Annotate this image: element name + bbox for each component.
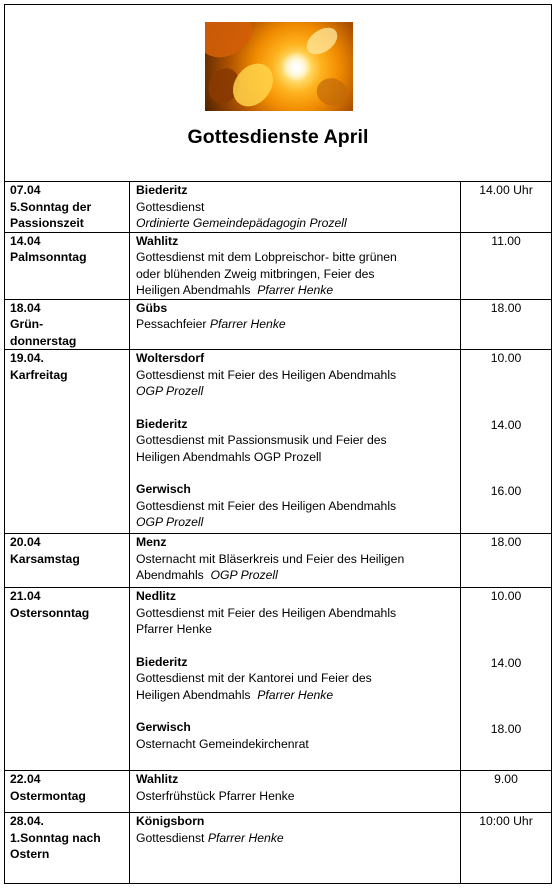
place: Biederitz	[136, 416, 188, 431]
event-text: Gottesdienst	[136, 199, 205, 214]
leaf-shape	[302, 23, 342, 59]
time: 14.00 Uhr	[479, 183, 533, 197]
event-cell	[130, 534, 461, 588]
date-cell	[5, 232, 130, 299]
event	[136, 416, 456, 466]
event-text: Osternacht Gemeindekirchenrat	[136, 736, 309, 751]
time: 18.00	[490, 722, 522, 736]
event	[136, 481, 456, 531]
event-officiant: Pfarrer Henke	[207, 830, 284, 845]
day-name: Ostern	[10, 847, 50, 861]
date: 19.04.	[10, 351, 44, 365]
date-cell	[5, 534, 130, 588]
time-cell	[461, 813, 552, 884]
time-cell	[461, 534, 552, 588]
place: Gübs	[136, 300, 168, 315]
event-text: Heiligen Abendmahls	[136, 687, 251, 702]
event-cell	[130, 588, 461, 771]
event-text: Gottesdienst mit dem Lobpreischor- bitte grünen	[136, 250, 397, 264]
day-name: donnerstag	[10, 333, 77, 348]
event-text: Pessachfeier	[136, 317, 207, 331]
date: 07.04	[10, 183, 41, 197]
place: Woltersdorf	[136, 351, 205, 365]
table-row	[5, 350, 552, 534]
event-text: Ordinierte Gemeindepädagogin Prozell	[136, 216, 347, 230]
event-cell	[130, 771, 461, 813]
place: Gerwisch	[136, 720, 191, 734]
event-text: Gottesdienst	[136, 830, 205, 845]
day-name: Karfreitag	[10, 367, 68, 382]
date: 21.04	[10, 589, 41, 603]
event-text: Heiligen Abendmahls	[136, 283, 251, 297]
day-name: 1.Sonntag nach	[10, 830, 101, 845]
time: 9.00	[494, 772, 518, 786]
event	[136, 813, 456, 846]
event-text: Osternacht mit Bläserkreis und Feier des Heiligen	[136, 551, 405, 566]
leaf-shape	[312, 72, 353, 111]
event-text-line	[136, 282, 456, 299]
place: Königsborn	[136, 814, 205, 828]
time: 10.00	[490, 351, 522, 365]
date: 20.04	[10, 535, 41, 549]
place: Wahlitz	[136, 233, 179, 248]
leaf-shape	[205, 22, 258, 64]
event	[136, 300, 456, 333]
leaf-shape	[226, 56, 279, 111]
event-text: Gottesdienst mit der Kantorei und Feier des	[136, 671, 372, 685]
sunlight-glow	[281, 52, 311, 82]
event-officiant: Pfarrer Henke	[209, 317, 286, 331]
day-name: Karsamstag	[10, 551, 80, 566]
event-text: oder blühenden Zweig mitbringen, Feier des	[136, 266, 375, 281]
date-cell	[5, 350, 130, 534]
date-cell	[5, 182, 130, 233]
time: 16.00	[490, 484, 522, 498]
header-row	[5, 5, 552, 182]
event-text-line	[136, 567, 456, 584]
event-text-line	[136, 830, 456, 847]
event	[136, 350, 456, 400]
time-cell	[461, 350, 552, 534]
date-cell	[5, 771, 130, 813]
time: 10:00 Uhr	[479, 814, 533, 828]
event-text-line	[136, 687, 456, 704]
event-text: Gottesdienst mit Feier des Heiligen Abendmahls	[136, 498, 397, 513]
day-name: Grün-	[10, 317, 44, 331]
place: Gerwisch	[136, 482, 191, 496]
table-row	[5, 232, 552, 299]
time: 10.00	[490, 589, 522, 603]
service-schedule-table	[4, 4, 552, 884]
table-row	[5, 534, 552, 588]
event-officiant: Pfarrer Henke	[257, 687, 334, 702]
place: Biederitz	[136, 183, 188, 197]
place: Wahlitz	[136, 772, 179, 786]
event-cell	[130, 299, 461, 350]
table-row	[5, 182, 552, 233]
page-title: Gottesdienste April	[187, 126, 369, 148]
event-officiant: Pfarrer Henke	[257, 283, 334, 297]
event	[136, 588, 456, 638]
event-cell	[130, 182, 461, 233]
time-cell	[461, 182, 552, 233]
table-row	[5, 813, 552, 884]
event	[136, 534, 456, 584]
time: 14.00	[490, 417, 522, 432]
table-row	[5, 588, 552, 771]
event-text: Pfarrer Henke	[136, 622, 212, 636]
event-text: OGP Prozell	[136, 384, 204, 398]
autumn-leaves-image	[205, 22, 353, 111]
event-text-line	[136, 316, 456, 333]
event	[136, 182, 456, 232]
event-text: Osterfrühstück Pfarrer Henke	[136, 788, 295, 803]
event-text: Gottesdienst mit Feier des Heiligen Abendmahls	[136, 605, 397, 620]
event-cell	[130, 232, 461, 299]
event	[136, 654, 456, 704]
event-text: Abendmahls	[136, 568, 204, 582]
date: 14.04	[10, 233, 41, 248]
place: Nedlitz	[136, 589, 176, 603]
time: 18.00	[490, 300, 522, 315]
date-cell	[5, 588, 130, 771]
event-text: Gottesdienst mit Feier des Heiligen Abendmahls	[136, 367, 397, 382]
event-text: OGP Prozell	[136, 515, 204, 529]
time-cell	[461, 232, 552, 299]
event	[136, 233, 456, 299]
day-name: 5.Sonntag der Passionszeit	[10, 199, 92, 230]
table-row	[5, 299, 552, 350]
header-cell	[5, 5, 552, 182]
table-row	[5, 771, 552, 813]
time-cell	[461, 299, 552, 350]
place: Biederitz	[136, 654, 188, 669]
date: 18.04	[10, 300, 41, 315]
event-officiant: OGP Prozell	[210, 568, 278, 582]
event-cell	[130, 350, 461, 534]
time-cell	[461, 771, 552, 813]
event-cell	[130, 813, 461, 884]
time: 18.00	[490, 535, 522, 549]
event	[136, 771, 456, 804]
time: 14.00	[490, 655, 522, 670]
event-text: Gottesdienst mit Passionsmusik und Feier des	[136, 433, 387, 447]
date: 28.04.	[10, 814, 44, 828]
place: Menz	[136, 535, 167, 549]
date-cell	[5, 299, 130, 350]
event	[136, 719, 456, 752]
time: 11.00	[491, 233, 521, 248]
date-cell	[5, 813, 130, 884]
time-cell	[461, 588, 552, 771]
date: 22.04	[10, 772, 41, 786]
day-name: Ostermontag	[10, 788, 86, 803]
event-text: Heiligen Abendmahls OGP Prozell	[136, 449, 322, 464]
day-name: Ostersonntag	[10, 605, 90, 620]
day-name: Palmsonntag	[10, 250, 87, 264]
